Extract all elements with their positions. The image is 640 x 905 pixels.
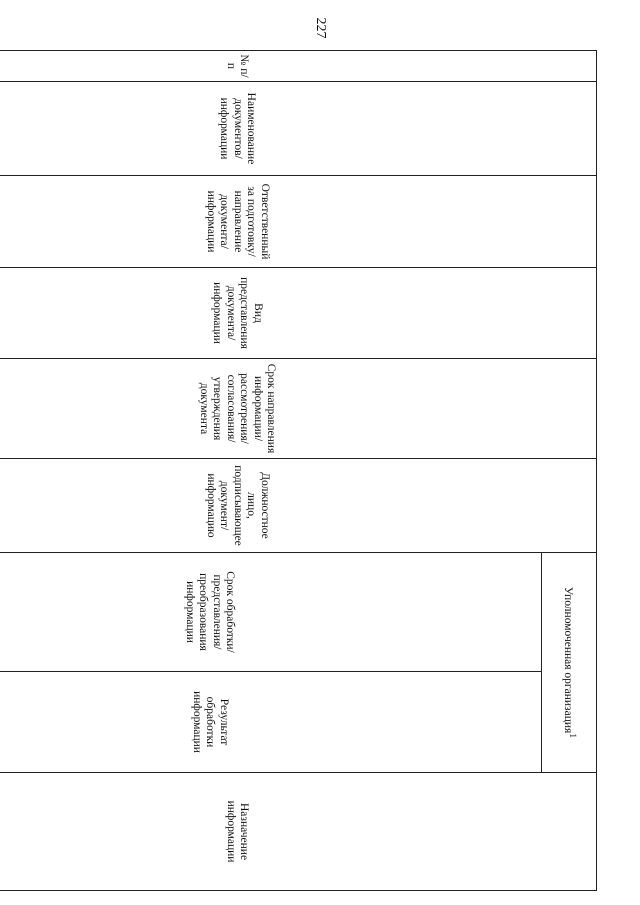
header-footnote: 1: [566, 733, 578, 739]
header-name: Наименование документов/ информации: [0, 82, 597, 176]
header-group-label: Уполномоченная организация: [561, 586, 574, 734]
header-official: Должностное лицо, подписывающее документ/ информацию: [0, 459, 597, 553]
rotated-table-container: [64, 50, 597, 890]
header-processing-term: Срок обработки/ представления/ преобразования информации: [0, 553, 542, 672]
header-purpose: Назначение информации: [0, 773, 597, 891]
header-responsible: Ответственный за подготовку/ направление документа/ информации: [0, 176, 597, 268]
header-result: Результат обработки информации: [0, 672, 542, 773]
page-number: 227: [313, 17, 328, 39]
header-group-upolnom: [542, 553, 597, 773]
header-num: № п/п: [0, 51, 597, 82]
document-table: [0, 50, 597, 891]
header-deadline: Срок направления информации/ рассмотрения/ согласования/ утверждения документа: [0, 359, 597, 459]
header-form: Вид представления документа/ информации: [0, 268, 597, 359]
